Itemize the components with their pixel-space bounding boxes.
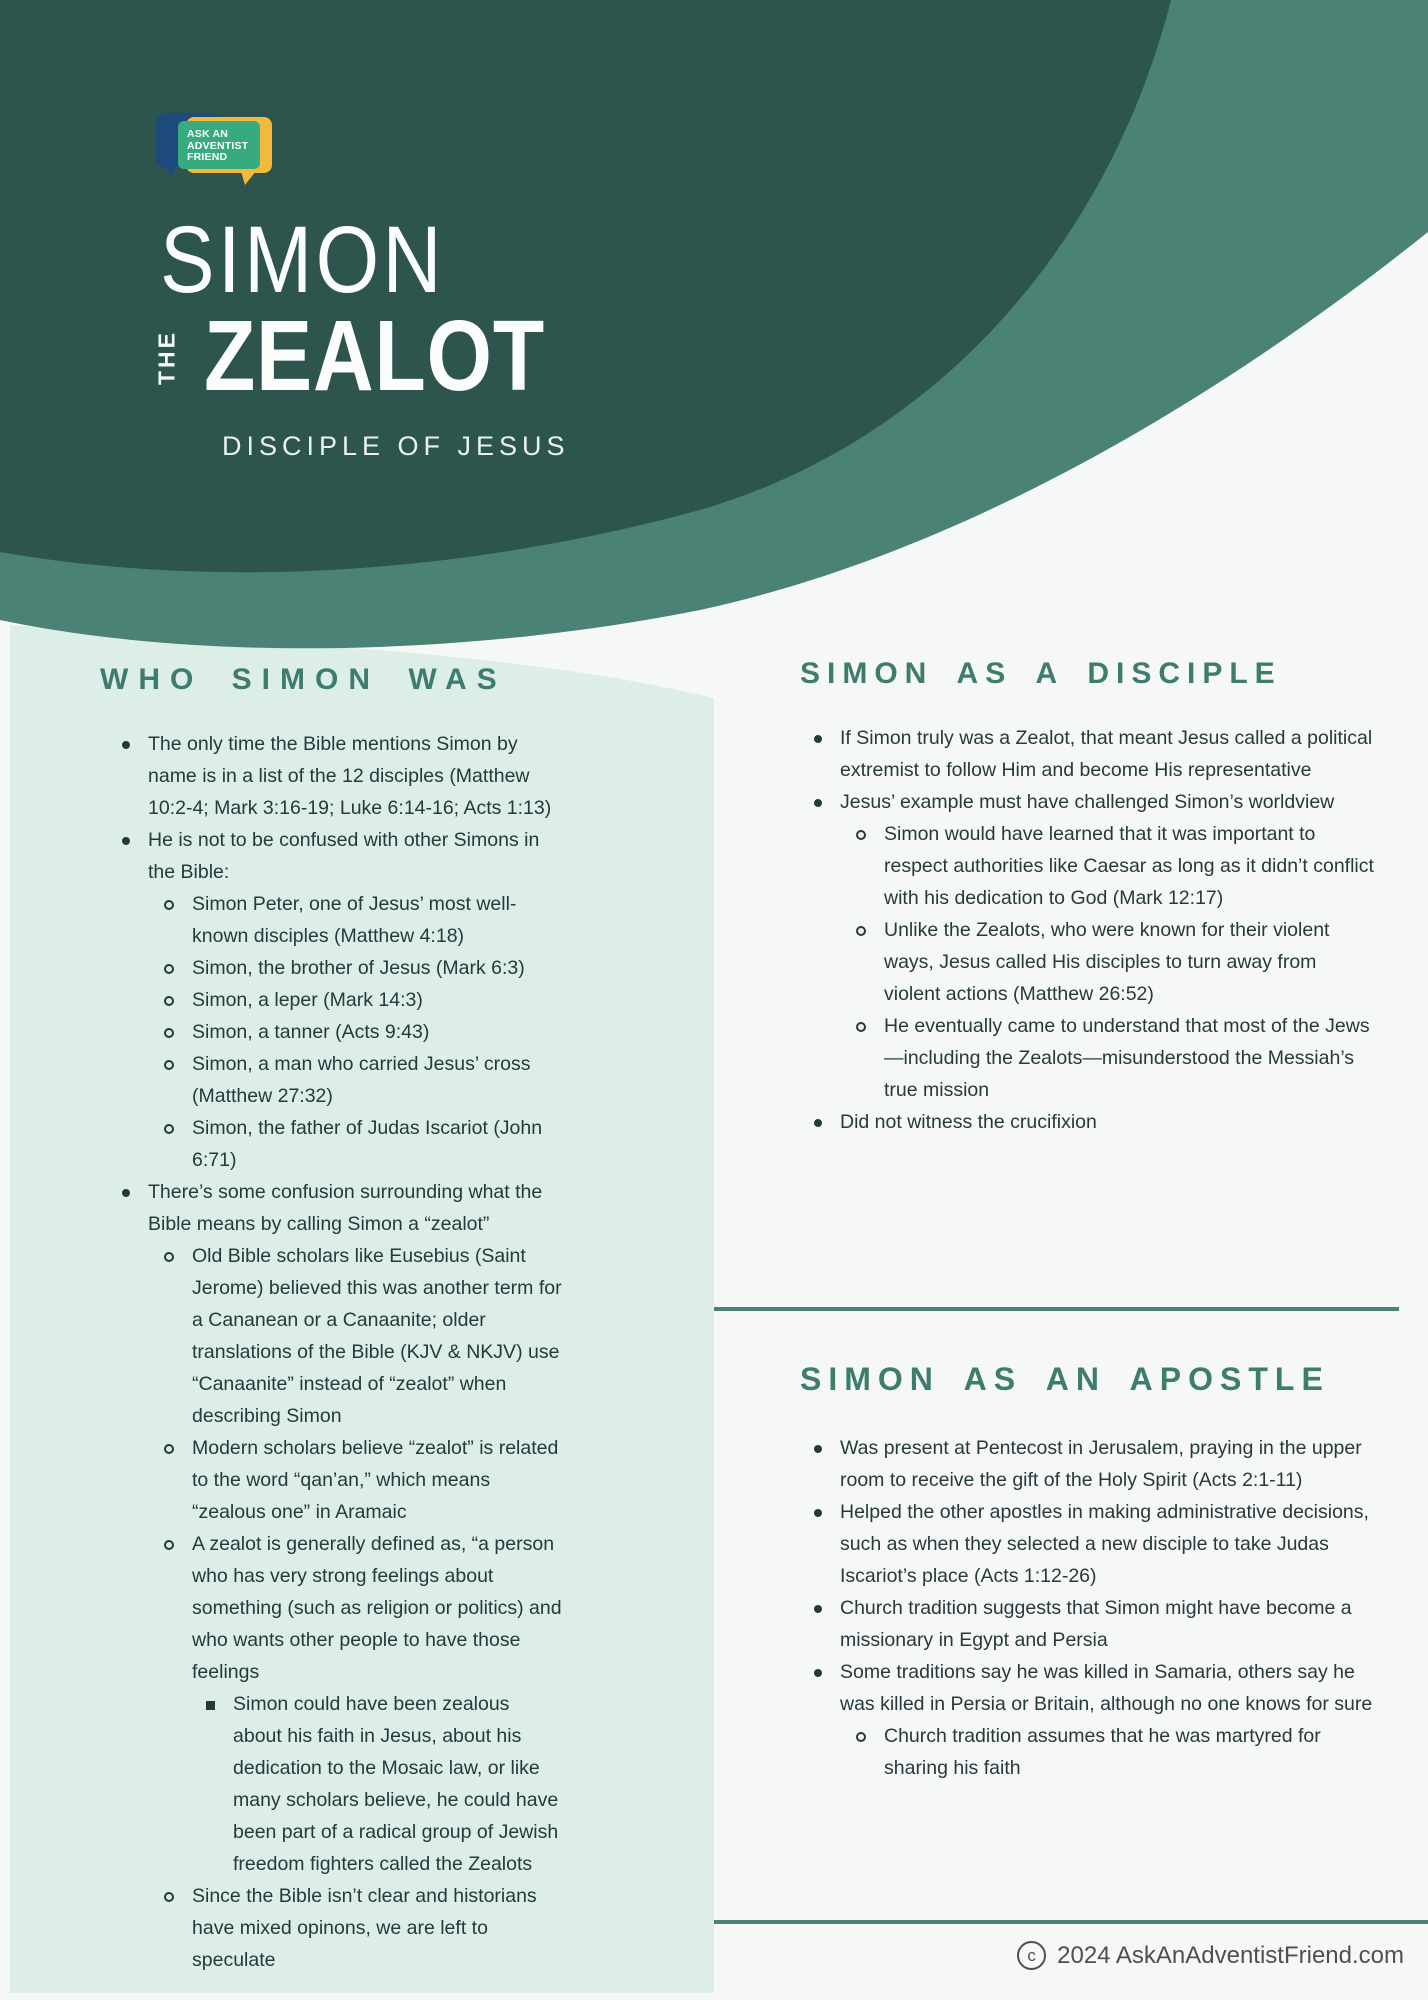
section-divider [714, 1307, 1399, 1311]
list-item [792, 1010, 1376, 1106]
section-heading: SIMON AS A DISCIPLE [800, 657, 1282, 690]
bullet-dot-icon [122, 741, 130, 749]
list-item [100, 1528, 562, 1688]
list-item-text: Simon Peter, one of Jesus’ most well-known disciples (Matthew 4:18) [192, 893, 517, 947]
list-item [792, 1106, 1376, 1138]
list-item-text: Church tradition suggests that Simon might have become a missionary in Egypt and Persia [840, 1597, 1352, 1651]
copyright-icon: c [1017, 1941, 1046, 1970]
title-zealot: ZEALOT [204, 300, 546, 412]
list-item [100, 1240, 562, 1432]
list-item [792, 818, 1376, 914]
list-item-text: Since the Bible isn’t clear and historians have mixed opinons, we are left to speculate [192, 1885, 537, 1971]
section-simon-as-an-apostle [792, 1360, 1376, 1784]
logo-text-line1: ASK AN [187, 128, 229, 140]
list-item [792, 1592, 1376, 1656]
footer-divider [714, 1920, 1428, 1924]
list-item-text: Some traditions say he was killed in Samaria, others say he was killed in Persia or Britain, although no one knows for sure [840, 1661, 1373, 1715]
logo-text-line2: ADVENTIST [187, 139, 249, 152]
bullet-circle-icon [164, 1540, 174, 1550]
bullet-circle-icon [164, 996, 174, 1006]
list-item-text: Was present at Pentecost in Jerusalem, praying in the upper room to receive the gift of the Holy Spirit (Acts 2:1-11) [840, 1437, 1362, 1491]
list-item [100, 1112, 562, 1176]
list-item [100, 824, 562, 888]
footer-text: 2024 AskAnAdventistFriend.com [1057, 1941, 1404, 1969]
list-item-text: Did not witness the crucifixion [840, 1111, 1097, 1133]
list-item-text: Unlike the Zealots, who were known for their violent ways, Jesus called His disciples to turn away from violent actions (Matthew 26:52) [884, 919, 1330, 1005]
list-item-text: The only time the Bible mentions Simon by name is in a list of the 12 disciples (Matthew 10:2-4; Mark 3:16-19; Luke 6:14-16; Acts 1:13) [148, 733, 552, 819]
list-item-text: Jesus’ example must have challenged Simon’s worldview [840, 791, 1335, 813]
bullet-circle-icon [164, 1028, 174, 1038]
list-item-text: There’s some confusion surrounding what the Bible means by calling Simon a “zealot” [148, 1181, 543, 1235]
bullet-dot-icon [814, 1119, 822, 1127]
list-item-text: Simon, the brother of Jesus (Mark 6:3) [192, 957, 525, 979]
list-item [100, 1176, 562, 1240]
section-who-simon-was [100, 662, 562, 1976]
list-item [100, 1048, 562, 1112]
list-item-text: Church tradition assumes that he was martyred for sharing his faith [884, 1725, 1321, 1779]
list-item-text: Simon could have been zealous about his faith in Jesus, about his dedication to the Mosaic law, or like many scholars believe, he could have been part of a radical group of Jewish freedom fighters called the Zealots [233, 1693, 559, 1875]
list-item [792, 1432, 1376, 1496]
list-item-text: Simon, a leper (Mark 14:3) [192, 989, 423, 1011]
header [0, 0, 1428, 760]
list-item [100, 984, 562, 1016]
bullet-circle-icon [856, 1732, 866, 1742]
list-item [100, 1880, 562, 1976]
bullet-circle-icon [856, 926, 866, 936]
list-item-text: He eventually came to understand that most of the Jews—including the Zealots—misunderstood the Messiah’s true mission [884, 1015, 1370, 1101]
list-item [100, 1688, 562, 1880]
list-item-text: He is not to be confused with other Simons in the Bible: [148, 829, 540, 883]
list-item [100, 952, 562, 984]
list-item [792, 1656, 1376, 1720]
bullet-list [792, 722, 1376, 1138]
list-item [792, 722, 1376, 786]
bullet-dot-icon [814, 735, 822, 743]
footer [1017, 1941, 1404, 1970]
section-heading: SIMON AS AN APOSTLE [800, 1361, 1330, 1397]
bullet-dot-icon [814, 1669, 822, 1677]
list-item-text: A zealot is generally defined as, “a person who has very strong feelings about something (such as religion or politics) and who wants other people to have those feelings [192, 1533, 562, 1683]
bullet-dot-icon [814, 1605, 822, 1613]
list-item [100, 1432, 562, 1528]
list-item [792, 914, 1376, 1010]
list-item-text: Modern scholars believe “zealot” is related to the word “qan’an,” which means “zealous one” in Aramaic [192, 1437, 559, 1523]
list-item-text: Old Bible scholars like Eusebius (Saint Jerome) believed this was another term for a Cananean or a Canaanite; older translations of the Bible (KJV & NKJV) use “Canaanite” instead of “zealot” when describing Simon [192, 1245, 562, 1427]
page-subtitle: DISCIPLE OF JESUS [222, 431, 570, 461]
bullet-circle-icon [164, 900, 174, 910]
bullet-circle-icon [856, 830, 866, 840]
bullet-dot-icon [814, 1445, 822, 1453]
bullet-dot-icon [814, 799, 822, 807]
bullet-circle-icon [164, 964, 174, 974]
bullet-dot-icon [122, 837, 130, 845]
bullet-circle-icon [164, 1060, 174, 1070]
title-simon: SIMON [160, 207, 446, 313]
list-item [792, 786, 1376, 818]
list-item [792, 1496, 1376, 1592]
bullet-circle-icon [856, 1022, 866, 1032]
logo-text-line3: FRIEND [187, 151, 228, 163]
bullet-list [792, 1432, 1376, 1784]
list-item-text: Simon, a man who carried Jesus’ cross (Matthew 27:32) [192, 1053, 531, 1107]
section-simon-as-a-disciple [792, 656, 1376, 1138]
ask-an-adventist-friend-logo [156, 111, 274, 183]
title-the: THE [153, 330, 180, 385]
section-heading: WHO SIMON WAS [100, 663, 507, 696]
list-item-text: Simon, the father of Judas Iscariot (John 6:71) [192, 1117, 543, 1171]
list-item-text: Simon, a tanner (Acts 9:43) [192, 1021, 430, 1043]
list-item [792, 1720, 1376, 1784]
bullet-list [100, 728, 562, 1976]
list-item [100, 1016, 562, 1048]
bullet-square-icon [206, 1701, 215, 1710]
bullet-dot-icon [122, 1189, 130, 1197]
logo-green-speech-bubble-icon [178, 121, 260, 169]
list-item [100, 888, 562, 952]
list-item [100, 728, 562, 824]
bullet-circle-icon [164, 1252, 174, 1262]
list-item-text: Simon would have learned that it was important to respect authorities like Caesar as long as it didn’t conflict with his dedication to God (Mark 12:17) [884, 823, 1374, 909]
bullet-circle-icon [164, 1444, 174, 1454]
list-item-text: If Simon truly was a Zealot, that meant Jesus called a political extremist to follow Him and become His representative [840, 727, 1373, 781]
bullet-circle-icon [164, 1124, 174, 1134]
bullet-dot-icon [814, 1509, 822, 1517]
bullet-circle-icon [164, 1892, 174, 1902]
list-item-text: Helped the other apostles in making administrative decisions, such as when they selected a new disciple to take Judas Iscariot’s place (Acts 1:12-26) [840, 1501, 1369, 1587]
